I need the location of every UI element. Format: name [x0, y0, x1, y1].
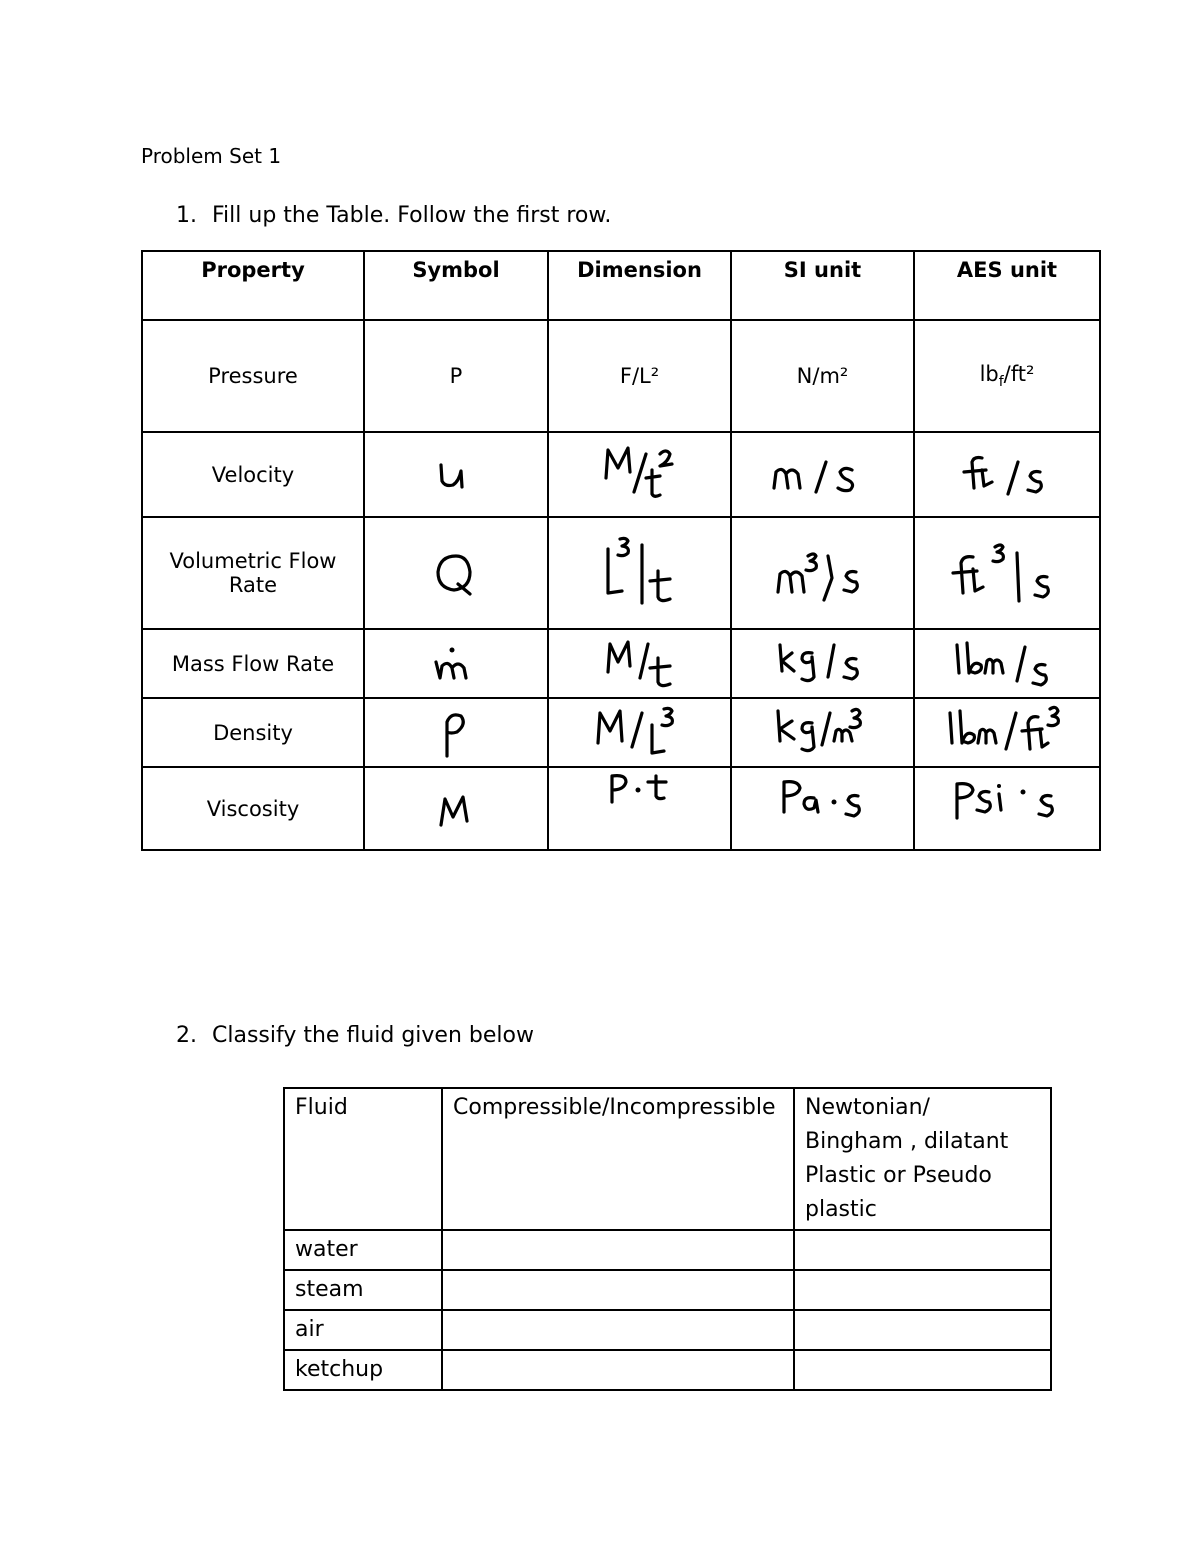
handwritten-symbol-q: [426, 546, 486, 600]
symbol-cell: [364, 767, 548, 850]
aes-unit-cell: [914, 698, 1100, 767]
fluid-cell: water: [284, 1230, 442, 1270]
table-row: [142, 629, 1100, 698]
property-cell: Velocity: [142, 432, 364, 517]
header-fluid-type-line: Plastic or Pseudo: [805, 1163, 992, 1188]
compressibility-cell[interactable]: [442, 1230, 794, 1270]
header-compressibility: Compressible/Incompressible: [442, 1088, 794, 1230]
fluid-cell: steam: [284, 1270, 442, 1310]
fluid-type-cell[interactable]: [794, 1270, 1051, 1310]
si-unit-cell: [731, 517, 914, 629]
handwritten-aes-ft-per-s: [952, 448, 1062, 502]
si-unit-cell: [731, 767, 914, 850]
si-unit-cell: N/m²: [731, 320, 914, 432]
question-1-number: 1.: [176, 203, 197, 228]
symbol-cell: [364, 698, 548, 767]
aes-unit-cell: [914, 320, 1100, 432]
symbol-cell: [364, 629, 548, 698]
question-2-text: Classify the fluid given below: [212, 1023, 534, 1048]
compressibility-cell[interactable]: [442, 1270, 794, 1310]
dimension-cell: F/L²: [548, 320, 731, 432]
fluid-cell: ketchup: [284, 1350, 442, 1390]
table-header-row: [284, 1088, 1051, 1230]
question-1-text: Fill up the Table. Follow the first row.: [212, 203, 612, 228]
header-symbol: Symbol: [364, 251, 548, 320]
handwritten-symbol-mu: [431, 787, 481, 831]
header-si-unit: SI unit: [731, 251, 914, 320]
table-header-row: [142, 251, 1100, 320]
handwritten-symbol-u: [431, 455, 481, 495]
table-row: [142, 320, 1100, 432]
handwritten-symbol-rho: [431, 706, 481, 760]
table-row: [284, 1350, 1051, 1390]
si-unit-cell: [731, 698, 914, 767]
dimension-cell: [548, 517, 731, 629]
property-cell: Viscosity: [142, 767, 364, 850]
dimension-cell: [548, 767, 731, 850]
fluid-type-cell[interactable]: [794, 1350, 1051, 1390]
property-cell: Pressure: [142, 320, 364, 432]
handwritten-dimension-m-per-l3: [590, 703, 690, 763]
table-row: [142, 698, 1100, 767]
handwritten-si-m-per-s: [768, 450, 878, 500]
fluid-type-cell[interactable]: [794, 1310, 1051, 1350]
handwritten-si-m3-per-s: [768, 538, 878, 608]
page-title: Problem Set 1: [141, 144, 282, 168]
handwritten-dimension-p-dot-t: [590, 768, 690, 812]
handwritten-si-kg-per-m3: [768, 703, 878, 763]
table-row: [142, 517, 1100, 629]
table-row: [142, 432, 1100, 517]
header-fluid-type-line: Bingham , dilatant: [805, 1129, 1009, 1154]
property-cell: Mass Flow Rate: [142, 629, 364, 698]
question-2-number: 2.: [176, 1023, 197, 1048]
property-cell: Density: [142, 698, 364, 767]
dimension-cell: [548, 629, 731, 698]
handwritten-aes-psi-dot-s: [947, 772, 1067, 826]
table-row: [142, 767, 1100, 850]
header-aes-unit: AES unit: [914, 251, 1100, 320]
handwritten-aes-lbm-per-ft3: [942, 703, 1072, 763]
handwritten-symbol-m-dot: [426, 642, 486, 686]
compressibility-cell[interactable]: [442, 1350, 794, 1390]
handwritten-aes-ft3-per-s: [947, 533, 1067, 613]
aes-unit-base: lb: [979, 361, 999, 386]
header-fluid: Fluid: [284, 1088, 442, 1230]
handwritten-si-pa-dot-s: [768, 772, 878, 822]
aes-unit-cell: [914, 432, 1100, 517]
properties-table: [141, 250, 1101, 851]
fluid-cell: air: [284, 1310, 442, 1350]
property-cell: Volumetric Flow Rate: [142, 517, 364, 629]
handwritten-dimension-l3-per-t: [590, 531, 690, 615]
table-row: [284, 1230, 1051, 1270]
symbol-cell: [364, 517, 548, 629]
symbol-cell: [364, 432, 548, 517]
table-row: [284, 1310, 1051, 1350]
handwritten-dimension-m-per-t2: [590, 440, 690, 510]
aes-unit-cell: [914, 517, 1100, 629]
symbol-cell: P: [364, 320, 548, 432]
header-fluid-type-line: plastic: [805, 1197, 877, 1222]
compressibility-cell[interactable]: [442, 1310, 794, 1350]
header-property: Property: [142, 251, 364, 320]
header-fluid-type-line: Newtonian/: [805, 1095, 930, 1120]
header-dimension: Dimension: [548, 251, 731, 320]
question-1: [176, 203, 611, 228]
table-row: [284, 1270, 1051, 1310]
fluid-type-cell[interactable]: [794, 1230, 1051, 1270]
aes-unit-subscript: f: [998, 374, 1004, 391]
handwritten-si-kg-per-s: [768, 637, 878, 691]
question-2: [176, 1023, 534, 1048]
si-unit-cell: [731, 629, 914, 698]
aes-unit-rest: /ft²: [1003, 361, 1035, 386]
dimension-cell: [548, 432, 731, 517]
handwritten-aes-lbm-per-s: [947, 637, 1067, 691]
dimension-cell: [548, 698, 731, 767]
header-fluid-type: [794, 1088, 1051, 1230]
fluid-classification-table: [283, 1087, 1052, 1391]
si-unit-cell: [731, 432, 914, 517]
aes-unit-cell: [914, 767, 1100, 850]
handwritten-dimension-m-per-t: [590, 634, 690, 694]
aes-unit-cell: [914, 629, 1100, 698]
